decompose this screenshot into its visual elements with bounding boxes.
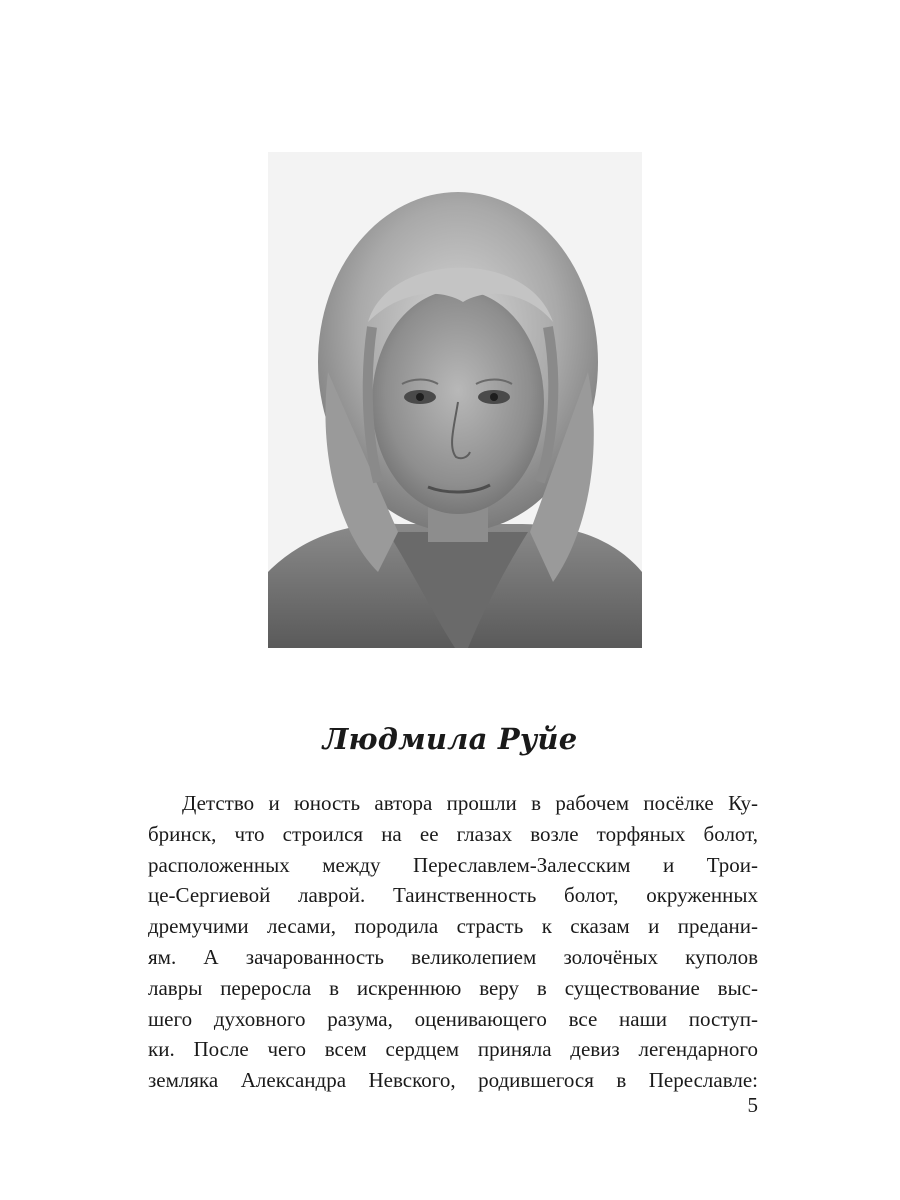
bio-line: Детство и юность автора прошли в рабочем посёлке Ку- [182, 791, 758, 815]
bio-line: дремучими лесами, породила страсть к сказам и предани- [148, 914, 758, 939]
bio-line: шего духовного разума, оценивающего все наши поступ- [148, 1006, 758, 1031]
bio-paragraph [148, 788, 758, 1096]
bio-line: це-Сергиевой лаврой. Таинственность болот, окруженных [148, 883, 758, 908]
bio-line: ки. После чего всем сердцем приняла девиз легендарного [148, 1037, 758, 1062]
bio-line: расположенных между Переславлем-Залесским и Трои- [148, 852, 758, 877]
author-name-heading: Людмила Руйе [322, 722, 578, 756]
bio-line: ям. А зачарованность великолепием золочёных куполов [148, 944, 758, 969]
bio-line: бринск, что строился на ее глазах возле торфяных болот, [148, 821, 758, 846]
bio-line: земляка Александра Невского, родившегося в Переславле: [148, 1068, 758, 1093]
portrait-drawing [268, 152, 642, 648]
author-portrait-photo [268, 152, 642, 648]
page-number: 5 [747, 1093, 758, 1117]
bio-line: лавры переросла в искреннюю веру в существование выс- [148, 975, 758, 1000]
